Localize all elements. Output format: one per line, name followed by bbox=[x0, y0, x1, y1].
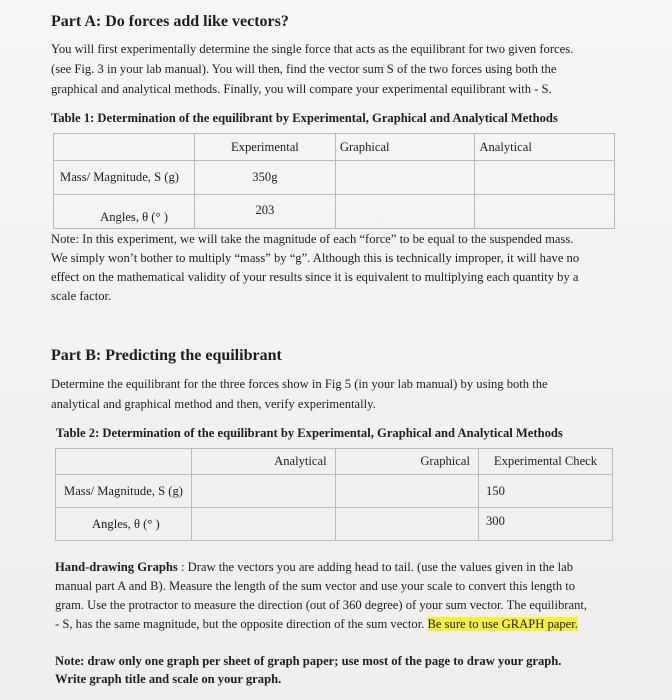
table-1-cell-graphical bbox=[335, 161, 474, 195]
part-a-note-line-4: scale factor. bbox=[51, 289, 112, 303]
table-1-caption: Table 1: Determination of the equilibrant by Experimental, Graphical and Analytical Methods bbox=[51, 111, 558, 125]
graph-note-line-2: Write graph title and scale on your graph. bbox=[55, 672, 282, 686]
table-2-row-label: Angles, θ (° ) bbox=[56, 508, 192, 541]
table-1-row bbox=[54, 195, 615, 229]
table-2-header-graphical: Graphical bbox=[335, 449, 478, 475]
table-2 bbox=[55, 448, 613, 541]
part-a-heading: Part A: Do forces add like vectors? bbox=[51, 13, 289, 30]
part-a-intro-line-2: (see Fig. 3 in your lab manual). You will then, find the vector sum S of the two forces using both the bbox=[51, 62, 557, 76]
table-1-header-row bbox=[54, 134, 615, 161]
table-2-header-experimental-check: Experimental Check bbox=[478, 449, 612, 475]
graph-note-line-1: Note: draw only one graph per sheet of graph paper; use most of the page to draw your graph. bbox=[55, 654, 562, 668]
table-2-cell-experimental-check: 300 bbox=[478, 508, 612, 541]
table-2-cell-analytical bbox=[192, 475, 335, 508]
part-b-intro-line-2: analytical and graphical method and then, verify experimentally. bbox=[51, 397, 376, 411]
table-1-header-empty bbox=[54, 134, 195, 161]
table-2-cell-experimental-check: 150 bbox=[478, 475, 612, 508]
part-a-note-line-3: effect on the mathematical validity of your results since it is equivalent to multiplying each quantity by a bbox=[51, 270, 579, 284]
hand-drawing-line-4 bbox=[55, 615, 578, 635]
table-1-row bbox=[54, 161, 615, 195]
table-1-row-label: Angles, θ (° ) bbox=[54, 195, 195, 229]
part-b-heading: Part B: Predicting the equilibrant bbox=[51, 347, 282, 364]
table-2-row bbox=[56, 475, 613, 508]
table-2-cell-analytical bbox=[192, 508, 335, 541]
table-2-header-row bbox=[56, 449, 613, 475]
table-1-cell-analytical bbox=[475, 161, 615, 195]
hand-drawing-line-1-text: : Draw the vectors you are adding head to tail. (use the values given in the lab bbox=[177, 560, 574, 574]
part-a-intro-line-3: graphical and analytical methods. Finally, you will compare your experimental equilibrant with - S. bbox=[51, 82, 552, 96]
hand-drawing-line-1 bbox=[55, 558, 573, 578]
table-2-row-label: Mass/ Magnitude, S (g) bbox=[56, 475, 192, 508]
table-1-header-experimental: Experimental bbox=[194, 134, 335, 161]
part-a-note-line-1: Note: In this experiment, we will take the magnitude of each “force” to be equal to the suspended mass. bbox=[51, 232, 574, 246]
table-1-cell-experimental: 350g bbox=[194, 161, 335, 195]
table-1-cell-experimental: 203 bbox=[194, 195, 335, 229]
table-2-cell-graphical bbox=[335, 508, 478, 541]
table-1-header-graphical: Graphical bbox=[335, 134, 474, 161]
part-a-intro-line-1: You will first experimentally determine the single force that acts as the equilibrant for two given forces. bbox=[51, 42, 574, 56]
table-2-cell-graphical bbox=[335, 475, 478, 508]
part-b-intro-line-1: Determine the equilibrant for the three forces show in Fig 5 (in your lab manual) by using both the bbox=[51, 377, 548, 391]
table-2-row bbox=[56, 508, 613, 541]
table-1-header-analytical: Analytical bbox=[475, 134, 615, 161]
hand-drawing-line-2: manual part A and B). Measure the length of the sum vector and use your scale to convert this length to bbox=[55, 579, 576, 593]
graph-paper-highlight: Be sure to use GRAPH paper. bbox=[427, 617, 578, 631]
table-2-caption: Table 2: Determination of the equilibrant by Experimental, Graphical and Analytical Methods bbox=[56, 426, 563, 440]
hand-drawing-line-4-text: - S, has the same magnitude, but the opposite direction of the sum vector. bbox=[55, 617, 428, 631]
hand-drawing-lead: Hand-drawing Graphs bbox=[55, 560, 178, 574]
table-1 bbox=[53, 133, 615, 229]
table-1-cell-graphical bbox=[335, 195, 474, 229]
table-2-header-empty bbox=[56, 449, 192, 475]
part-a-note-line-2: We simply won’t bother to multiply “mass” by “g”. Although this is technically improper, it will have no bbox=[51, 251, 580, 265]
table-1-cell-analytical bbox=[475, 195, 615, 229]
hand-drawing-line-3: gram. Use the protractor to measure the direction (out of 360 degree) of your sum vector. The equilibrant, bbox=[55, 598, 588, 612]
table-1-row-label: Mass/ Magnitude, S (g) bbox=[54, 161, 195, 195]
table-2-header-analytical: Analytical bbox=[192, 449, 335, 475]
